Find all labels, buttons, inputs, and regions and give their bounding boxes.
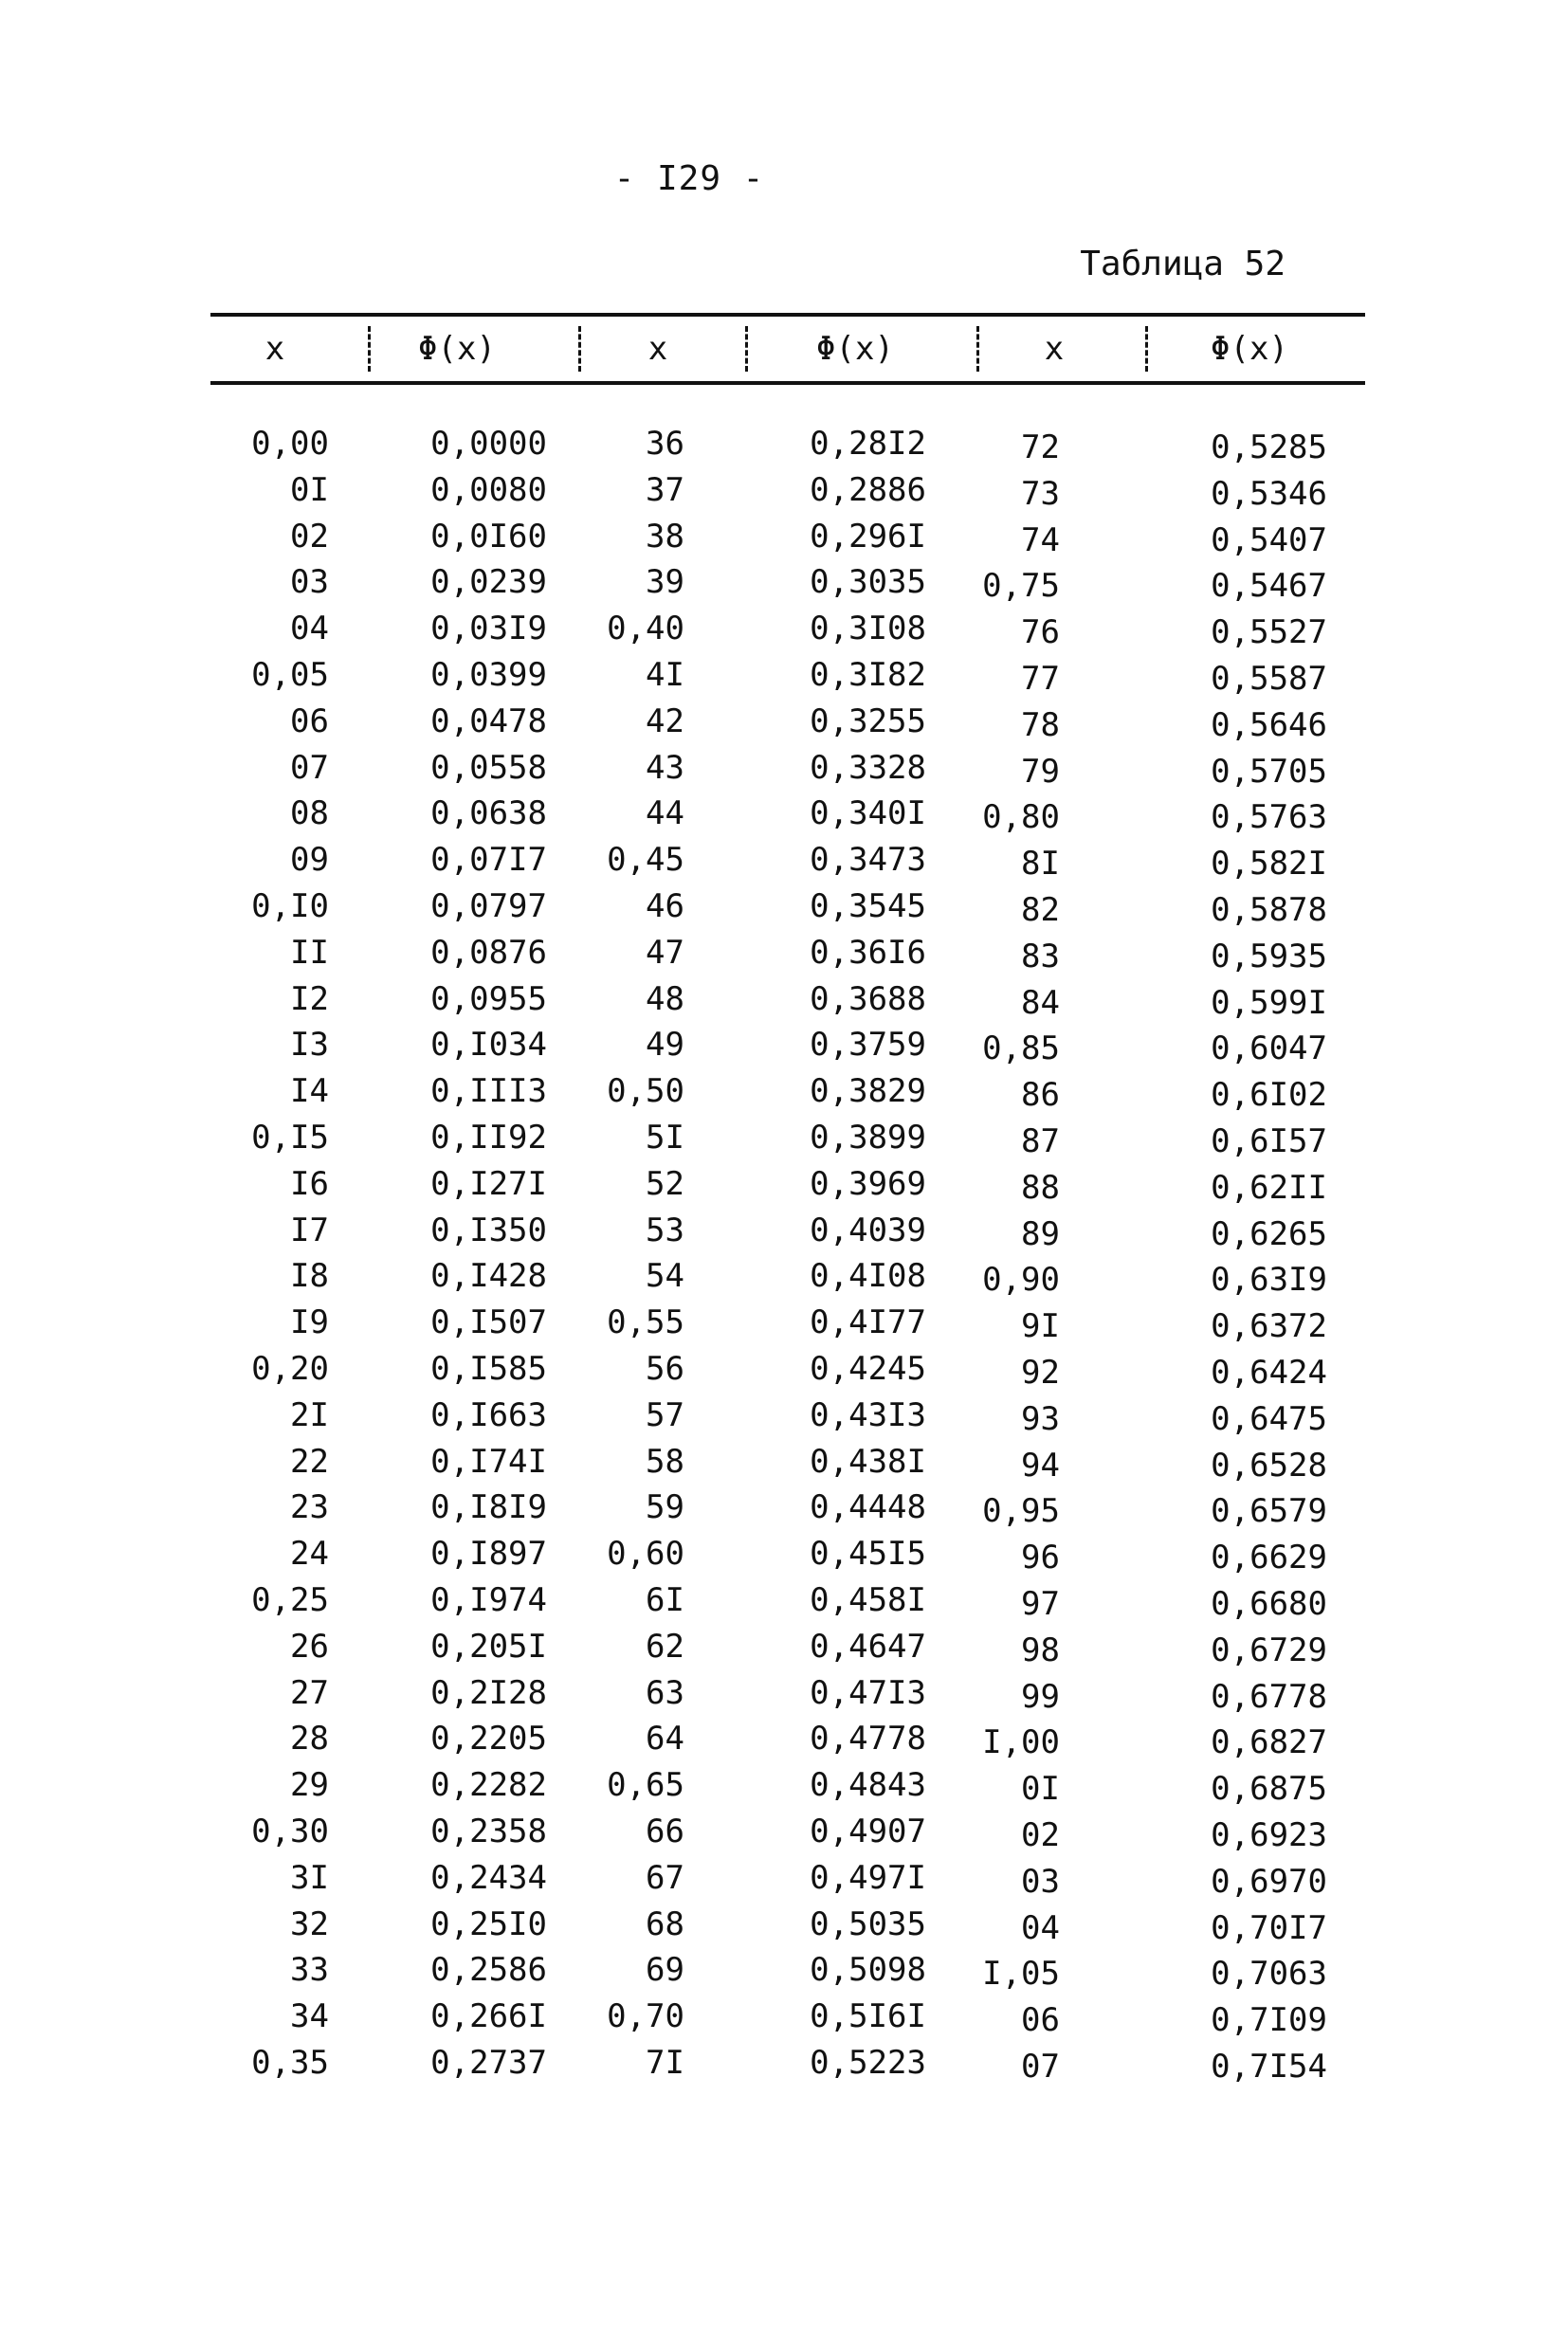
table-cell: 99 [1021,1677,1060,1716]
table-cell: 28 [290,1720,329,1759]
table-cell: 0,6827 [1211,1723,1327,1762]
table-cell: 04 [1021,1908,1060,1947]
table-cell: 56 [646,1349,684,1388]
table-cell: 0,I74I [430,1442,547,1481]
table-cell: 0,599I [1211,983,1327,1022]
table-cell: 0,0558 [430,748,547,787]
table-cell: 02 [1021,1815,1060,1854]
table-cell: 97 [1021,1584,1060,1623]
table-cell: 29 [290,1766,329,1805]
table-cell: 0,5346 [1211,474,1327,513]
table-cell: 08 [290,794,329,833]
table-cell: 0,6I57 [1211,1121,1327,1160]
header-x-1: x [264,330,285,368]
table-cell: 77 [1021,659,1060,698]
table-cell: I6 [290,1164,329,1203]
column-x-1 [210,421,329,2087]
table-cell: 0,36I6 [810,933,926,972]
table-cell: 0,65 [607,1766,684,1805]
table-cell: I4 [290,1072,329,1111]
table-cell: 0,95 [982,1492,1060,1531]
table-cell: 0,I350 [430,1211,547,1249]
table-cell: 0,2358 [430,1812,547,1850]
table-cell: 0,80 [982,798,1060,837]
table-cell: 89 [1021,1214,1060,1253]
table-cell: 0,5935 [1211,937,1327,975]
table-cell: 5I [646,1118,684,1157]
table-cell: 0,5878 [1211,890,1327,929]
table-cell: 07 [1021,2047,1060,2086]
table-cell: 0,5098 [810,1951,926,1990]
table-cell: 0,2737 [430,2043,547,2082]
table-cell: I8 [290,1257,329,1296]
table-cell: 0,5705 [1211,752,1327,791]
table-cell: II [290,933,329,972]
table-cell: 0,5223 [810,2043,926,2082]
table-cell: 63 [646,1673,684,1712]
table-cell: 74 [1021,520,1060,559]
table-cell: 0,458I [810,1580,926,1619]
table-cell: 0,05 [251,655,329,694]
table-cell: 0,6372 [1211,1307,1327,1346]
table-cell: 0,6475 [1211,1399,1327,1438]
table-cell: 88 [1021,1168,1060,1207]
table-cell: 0,266I [430,1997,547,2036]
page-number: - I29 - [613,159,765,198]
table-cell: 0,4I08 [810,1257,926,1296]
table-cell: 68 [646,1904,684,1943]
table-cell: 0,0955 [430,979,547,1018]
table-cell: 0,3899 [810,1118,926,1157]
table-cell: 83 [1021,937,1060,975]
table-cell: 52 [646,1164,684,1203]
table-cell: 0,438I [810,1442,926,1481]
table-cell: 0,2434 [430,1858,547,1897]
table-cell: 0,62II [1211,1168,1327,1207]
table-cell: 76 [1021,613,1060,652]
table-cell: 0,I034 [430,1026,547,1065]
table-cell: 0,6778 [1211,1677,1327,1716]
table-cell: 0,5646 [1211,705,1327,744]
table-cell: 09 [290,841,329,880]
table-cell: 0,3759 [810,1026,926,1065]
table-cell: 0,6923 [1211,1815,1327,1854]
table-cell: 0,3I08 [810,610,926,648]
table-cell: 0,I0 [251,886,329,925]
table-cell: 0,43I3 [810,1395,926,1434]
table-cell: 0,3688 [810,979,926,1018]
table-cell: 0,2586 [430,1951,547,1990]
table-cell: 0,5467 [1211,567,1327,606]
table-cell: 0,5763 [1211,798,1327,837]
table-cell: 0,5035 [810,1904,926,1943]
table-cell: 0,6729 [1211,1631,1327,1669]
table-cell: 0,07I7 [430,841,547,880]
column-x-3 [950,425,1060,2090]
table-cell: 0,4843 [810,1766,926,1805]
header-x-2: x [647,330,668,368]
table-cell: 03 [290,563,329,602]
table-caption: Таблица 52 [1080,245,1285,283]
table-cell: 06 [1021,2001,1060,2040]
table-cell: 0,6629 [1211,1539,1327,1577]
table-cell: 37 [646,470,684,509]
table-cell: 0,0239 [430,563,547,602]
table-cell: I,00 [982,1723,1060,1762]
table-cell: 46 [646,886,684,925]
table-cell: 86 [1021,1076,1060,1115]
table-cell: 0,582I [1211,845,1327,884]
table-cell: 0,55 [607,1303,684,1342]
table-cell: 32 [290,1904,329,1943]
table-cell: I9 [290,1303,329,1342]
table-cell: 0,25 [251,1580,329,1619]
table-body [210,385,1365,2148]
table-cell: I7 [290,1211,329,1249]
table-cell: 0,4778 [810,1720,926,1759]
table-cell: 0,60 [607,1535,684,1574]
table-cell: 0,4907 [810,1812,926,1850]
table-cell: 23 [290,1488,329,1527]
table-cell: 54 [646,1257,684,1296]
table-cell: 0,5587 [1211,659,1327,698]
table-cell: 0,296I [810,517,926,556]
table-cell: 4I [646,655,684,694]
table-cell: 0,6528 [1211,1446,1327,1485]
table-cell: 0,6047 [1211,1030,1327,1068]
table-cell: 0,I897 [430,1535,547,1574]
table-cell: 94 [1021,1446,1060,1485]
table-cell: I,05 [982,1955,1060,1994]
table-cell: 38 [646,517,684,556]
table-cell: 2I [290,1395,329,1434]
table-cell: 8I [1021,845,1060,884]
table-cell: 0,III3 [430,1072,547,1111]
header-phi-1: Φ(x) [418,330,496,368]
table-cell: 03 [1021,1862,1060,1901]
table-cell: 0,47I3 [810,1673,926,1712]
table-cell: 7I [646,2043,684,2082]
table-cell: 53 [646,1211,684,1249]
table-cell: 0,00 [251,425,329,463]
table-cell: 9I [1021,1307,1060,1346]
table-cell: 0,20 [251,1349,329,1388]
table-cell: 0,5I6I [810,1997,926,2036]
table-cell: 0,5285 [1211,428,1327,466]
table-cell: 07 [290,748,329,787]
table-cell: 24 [290,1535,329,1574]
table-cell: 0,3969 [810,1164,926,1203]
table-cell: 0,2886 [810,470,926,509]
table-cell: 0,I27I [430,1164,547,1203]
table-cell: 0,4039 [810,1211,926,1249]
table-cell: 36 [646,425,684,463]
table-cell: 0,50 [607,1072,684,1111]
table-cell: 0,5527 [1211,613,1327,652]
table-cell: 0,6265 [1211,1214,1327,1253]
table-cell: 0,85 [982,1030,1060,1068]
table-cell: 72 [1021,428,1060,466]
table-cell: 0,6579 [1211,1492,1327,1531]
table-cell: 0,3545 [810,886,926,925]
table-cell: I2 [290,979,329,1018]
table-cell: 92 [1021,1353,1060,1392]
table-cell: 0,7I09 [1211,2001,1327,2040]
table-cell: 0,28I2 [810,425,926,463]
table-cell: 0,3I82 [810,655,926,694]
table-cell: 0,6I02 [1211,1076,1327,1115]
table-cell: 27 [290,1673,329,1712]
table-cell: 0,40 [607,610,684,648]
table-cell: 0,I663 [430,1395,547,1434]
table-cell: 0,35 [251,2043,329,2082]
table-cell: 73 [1021,474,1060,513]
table-cell: 43 [646,748,684,787]
table-cell: 0,6680 [1211,1584,1327,1623]
table-cell: 0,25I0 [430,1904,547,1943]
table-cell: 0,I5 [251,1118,329,1157]
table-cell: I3 [290,1026,329,1065]
table-cell: 0,0478 [430,702,547,740]
table-cell: 0,45 [607,841,684,880]
table-cell: 44 [646,794,684,833]
column-x-2 [582,421,684,2087]
table-cell: 0,0876 [430,933,547,972]
table-cell: 0,2205 [430,1720,547,1759]
column-phi-2 [756,421,926,2087]
table-cell: 0,I8I9 [430,1488,547,1527]
column-phi-1 [405,421,547,2087]
table-cell: 0,497I [810,1858,926,1897]
table-cell: 69 [646,1951,684,1990]
header-separator [1145,326,1148,372]
table-cell: 0,0399 [430,655,547,694]
table-cell: 0,0000 [430,425,547,463]
table-cell: 0I [1021,1770,1060,1809]
table-cell: 0I [290,470,329,509]
table-header-row [210,317,1365,381]
table-cell: 0,6875 [1211,1770,1327,1809]
table-cell: 0,3473 [810,841,926,880]
table-cell: 0,7063 [1211,1955,1327,1994]
table-cell: 82 [1021,890,1060,929]
table-cell: 0,3255 [810,702,926,740]
table-cell: 26 [290,1627,329,1666]
table-cell: 59 [646,1488,684,1527]
table-cell: 62 [646,1627,684,1666]
header-phi-2: Φ(x) [816,330,894,368]
table-cell: 0,340I [810,794,926,833]
table-cell: 39 [646,563,684,602]
table-cell: 0,5407 [1211,520,1327,559]
table-cell: 0,0I60 [430,517,547,556]
table-cell: 67 [646,1858,684,1897]
table-cell: 0,II92 [430,1118,547,1157]
table-cell: 0,70 [607,1997,684,2036]
table-cell: 49 [646,1026,684,1065]
table-cell: 58 [646,1442,684,1481]
table-cell: 06 [290,702,329,740]
column-phi-3 [1121,425,1327,2090]
table-cell: 78 [1021,705,1060,744]
table-cell: 0,I974 [430,1580,547,1619]
table-cell: 3I [290,1858,329,1897]
table-cell: 93 [1021,1399,1060,1438]
table-cell: 0,4448 [810,1488,926,1527]
table-cell: 34 [290,1997,329,2036]
function-table [210,313,1365,2148]
header-x-3: x [1044,330,1065,368]
table-cell: 0,3035 [810,563,926,602]
table-cell: 0,45I5 [810,1535,926,1574]
header-separator [745,326,748,372]
table-cell: 0,3829 [810,1072,926,1111]
table-cell: 66 [646,1812,684,1850]
table-cell: 0,4I77 [810,1303,926,1342]
table-cell: 96 [1021,1539,1060,1577]
table-cell: 0,90 [982,1261,1060,1300]
table-cell: 0,63I9 [1211,1261,1327,1300]
table-cell: 0,2282 [430,1766,547,1805]
table-cell: 84 [1021,983,1060,1022]
table-cell: 6I [646,1580,684,1619]
table-cell: 33 [290,1951,329,1990]
table-cell: 22 [290,1442,329,1481]
table-cell: 0,4647 [810,1627,926,1666]
table-cell: 0,205I [430,1627,547,1666]
table-cell: 57 [646,1395,684,1434]
table-cell: 0,0638 [430,794,547,833]
table-cell: 0,I585 [430,1349,547,1388]
table-cell: 64 [646,1720,684,1759]
table-cell: 0,03I9 [430,610,547,648]
table-cell: 0,0080 [430,470,547,509]
header-phi-3: Φ(x) [1211,330,1288,368]
table-cell: 79 [1021,752,1060,791]
table-cell: 87 [1021,1121,1060,1160]
table-cell: 47 [646,933,684,972]
table-cell: 04 [290,610,329,648]
table-cell: 0,75 [982,567,1060,606]
table-cell: 0,7I54 [1211,2047,1327,2086]
table-cell: 98 [1021,1631,1060,1669]
table-cell: 0,4245 [810,1349,926,1388]
table-cell: 0,6424 [1211,1353,1327,1392]
table-cell: 0,6970 [1211,1862,1327,1901]
table-cell: 0,0797 [430,886,547,925]
table-cell: 0,70I7 [1211,1908,1327,1947]
table-cell: 48 [646,979,684,1018]
table-cell: 0,30 [251,1812,329,1850]
table-cell: 0,I507 [430,1303,547,1342]
table-cell: 0,I428 [430,1257,547,1296]
table-cell: 42 [646,702,684,740]
table-cell: 0,2I28 [430,1673,547,1712]
table-cell: 02 [290,517,329,556]
table-cell: 0,3328 [810,748,926,787]
